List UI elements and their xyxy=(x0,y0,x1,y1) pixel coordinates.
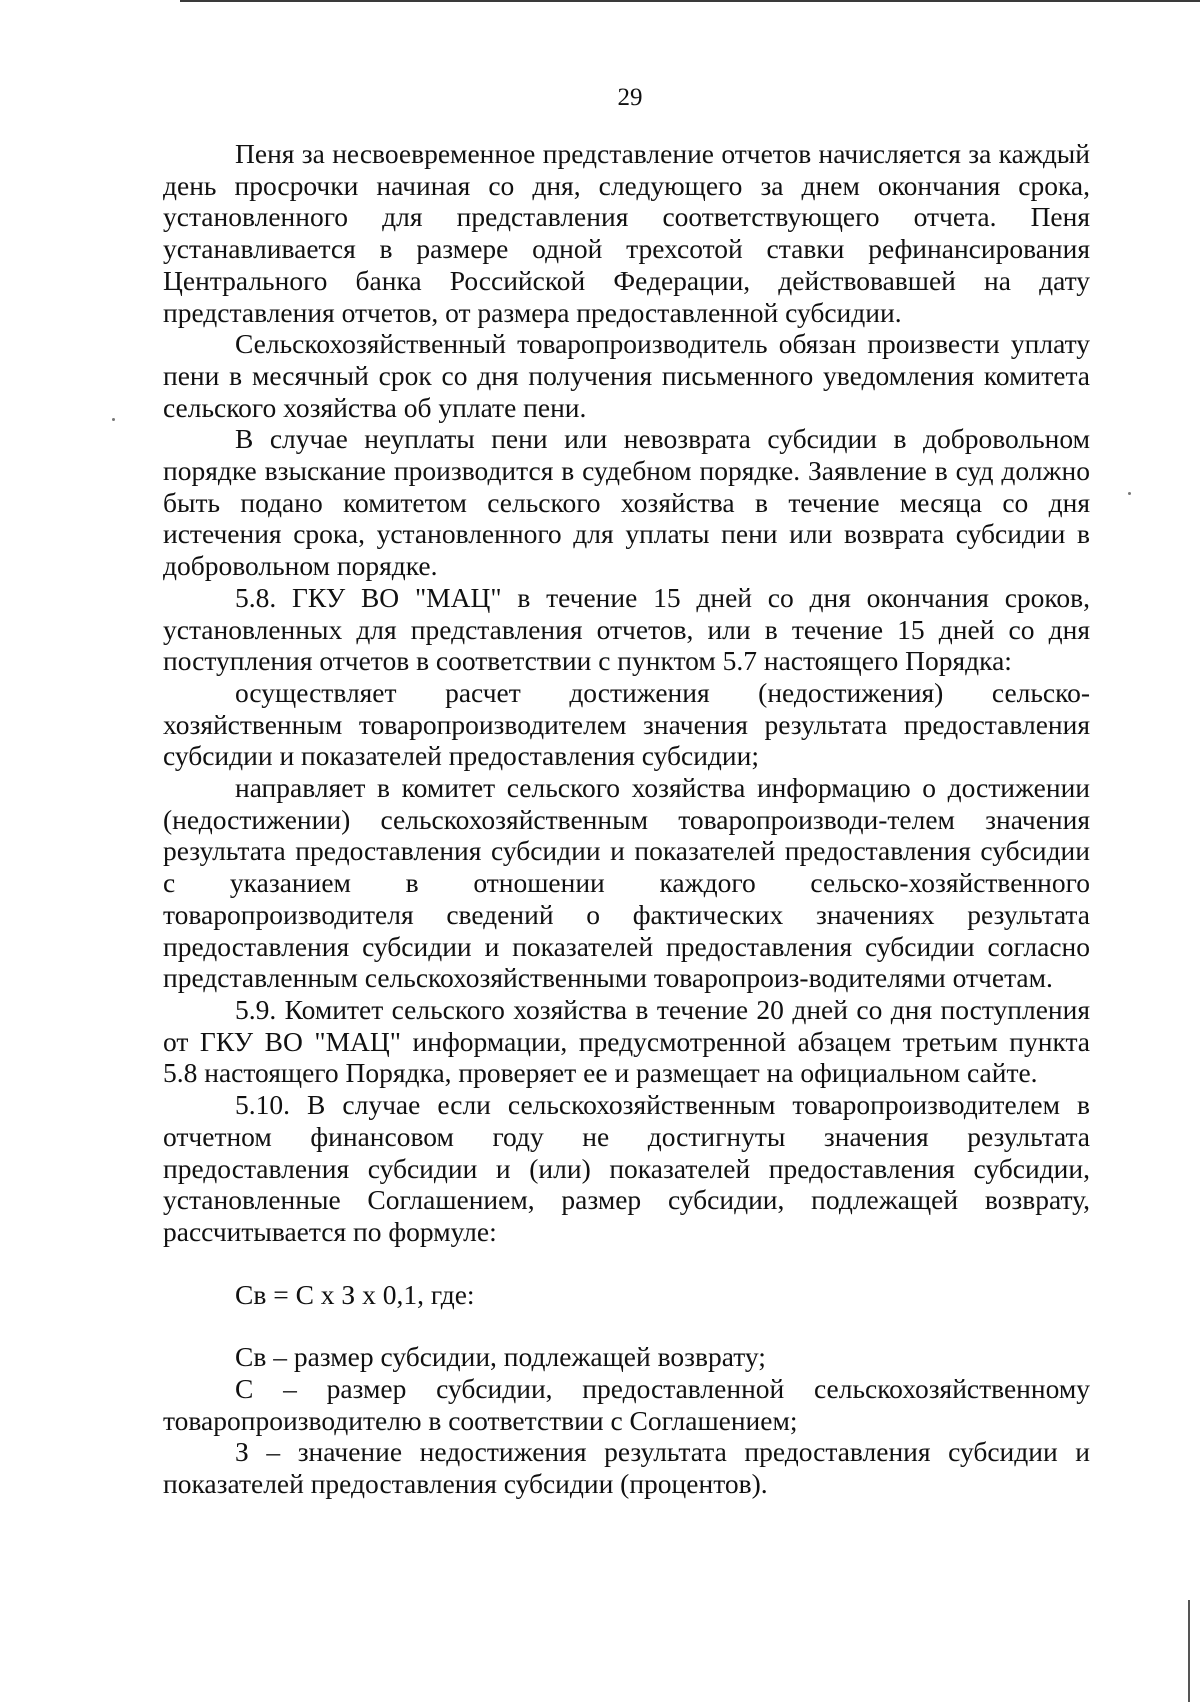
definition-c: С – размер субсидии, предоставленной сельскохозяйственному товаропроизводителю в соответствии с Соглашением; xyxy=(163,1373,1090,1436)
scan-edge-top xyxy=(180,0,1200,2)
document-body xyxy=(163,138,1090,1500)
paragraph-court-recovery: В случае неуплаты пени или невозврата субсидии в добровольном порядке взыскание производится в судебном порядке. Заявление в суд должно быть подано комитетом сельского хозяйства в течение месяца со дня истечения срока, установленного для уплаты пени или возврата субсидии в добровольном порядке. xyxy=(163,423,1090,582)
definition-z: З – значение недостижения результата предоставления субсидии и показателей предоставления субсидии (процентов). xyxy=(163,1436,1090,1500)
scan-edge-right xyxy=(1188,1600,1190,1702)
definition-cv: Св – размер субсидии, подлежащей возврату; xyxy=(235,1341,766,1373)
paragraph-penalty: Пеня за несвоевременное представление отчетов начисляется за каждый день просрочки начиная со дня, следующего за днем окончания срока, установленного для представления соответствующего отчета. Пеня устанавливается в размере одной трехсотой ставки рефинансирования Центрального банка Российской Федерации, действовавшей на дату представления отчетов, от размера предоставленной субсидии. xyxy=(163,138,1090,328)
paragraph-5-8: 5.8. ГКУ ВО "МАЦ" в течение 15 дней со дня окончания сроков, установленных для представления отчетов, или в течение 15 дней со дня поступления отчетов в соответствии с пунктом 5.7 настоящего Порядка: xyxy=(163,581,1090,677)
paragraph-penalty-payment: Сельскохозяйственный товаропроизводитель обязан произвести уплату пени в месячный срок со дня получения письменного уведомления комитета сельского хозяйства об уплате пени. xyxy=(163,328,1090,423)
formula: Св = С х З х 0,1, где: xyxy=(235,1278,475,1310)
scan-speck xyxy=(1128,492,1131,495)
page-number: 29 xyxy=(617,84,643,111)
paragraph-5-8-calculation: осуществляет расчет достижения (недостижения) сельско-хозяйственным товаропроизводителем значения результата предоставления субсидии и показателей предоставления субсидии; xyxy=(163,676,1090,772)
paragraph-5-10: 5.10. В случае если сельскохозяйственным товаропроизводителем в отчетном финансовом году не достигнуты значения результата предоставления субсидии и (или) показателей предоставления субсидии, установленные Соглашением, размер субсидии, подлежащей возврату, рассчитывается по формуле: xyxy=(163,1089,1090,1247)
scan-speck xyxy=(112,418,115,421)
paragraph-5-9: 5.9. Комитет сельского хозяйства в течение 20 дней со дня поступления от ГКУ ВО "МАЦ" информации, предусмотренной абзацем третьим пункта 5.8 настоящего Порядка, проверяет ее и размещает на официальном сайте. xyxy=(163,993,1090,1089)
paragraph-5-8-information: направляет в комитет сельского хозяйства информацию о достижении (недостижении) сельскохозяйственным товаропроизводи-телем значения результата предоставления субсидии и показателей предоставления субсидии с указанием в отношении каждого сельско-хозяйственного товаропроизводителя сведений о фактических значениях результата предоставления субсидии и показателей предоставления субсидии согласно представленным сельскохозяйственными товаропроиз-водителями отчетам. xyxy=(163,772,1090,994)
